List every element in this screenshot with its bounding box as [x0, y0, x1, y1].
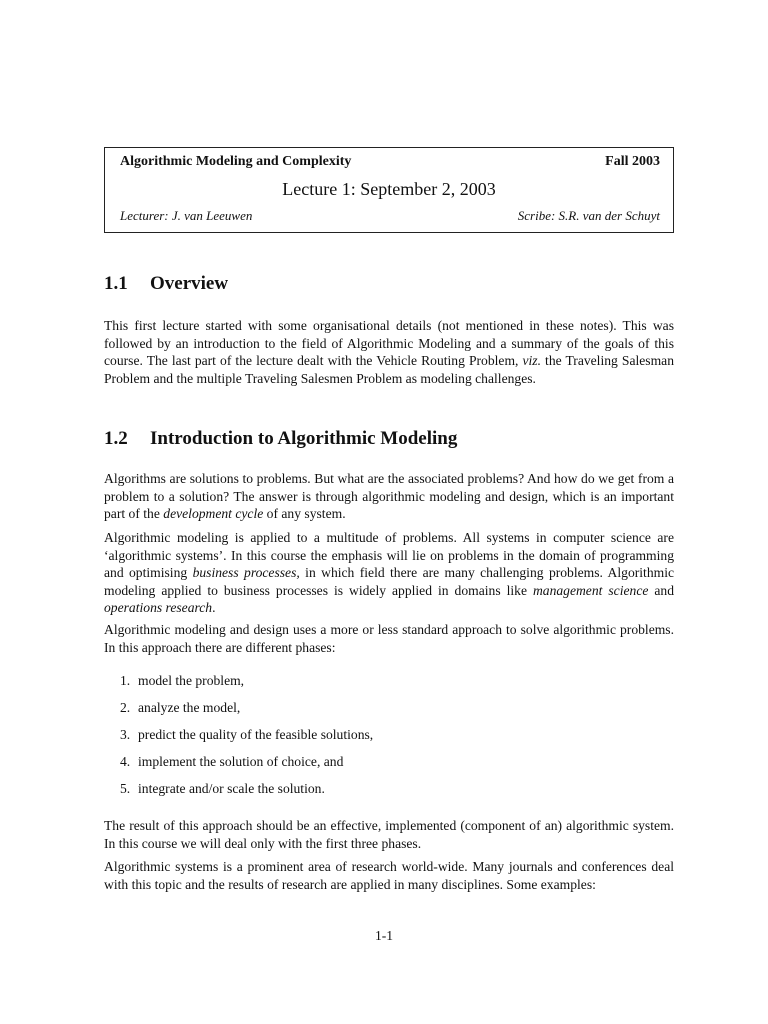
section-title-text: Overview [150, 273, 229, 294]
list-item: 1. model the problem, [120, 673, 245, 688]
list-item: 3. predict the quality of the feasible solutions, [120, 727, 374, 742]
intro-paragraph-1: Algorithms are solutions to problems. But what are the associated problems? And how do we get from a problem to a solution? The answer is through algorithmic modeling and design, which is an important part of the development cycle of any system. [104, 471, 674, 522]
course-title: Algorithmic Modeling and Complexity [120, 154, 352, 169]
list-item: 2. analyze the model, [120, 700, 241, 715]
overview-paragraph: This first lecture started with some organisational details (not mentioned in these notes). This was followed by an introduction to the field of Algorithmic Modeling and a summary of the goals of this course. The last part of the lecture dealt with the Vehicle Routing Problem, viz. the Traveling Salesman Problem and the multiple Traveling Salesmen Problem as modeling challenges. [104, 318, 674, 386]
intro-paragraph-3: Algorithmic modeling and design uses a more or less standard approach to solve algorithmic problems. In this approach there are different phases: [104, 622, 674, 655]
lecture-header-box [104, 147, 674, 233]
result-paragraph: The result of this approach should be an effective, implemented (component of an) algorithmic system. In this course we will deal only with the first three phases. [104, 818, 674, 851]
course-term: Fall 2003 [605, 154, 660, 169]
section-number: 1.1 [104, 273, 128, 294]
list-item: 5. integrate and/or scale the solution. [120, 781, 325, 796]
lecture-title: Lecture 1: September 2, 2003 [282, 179, 496, 199]
section-title-text: Introduction to Algorithmic Modeling [150, 428, 458, 449]
section-number: 1.2 [104, 428, 128, 449]
section-heading-introduction [104, 428, 457, 450]
lecturer-name: Lecturer: J. van Leeuwen [120, 208, 253, 223]
intro-paragraph-2: Algorithmic modeling is applied to a multitude of problems. All systems in computer science are ‘algorithmic systems’. In this course the emphasis will lie on problems in the domain of programming and optimising business processes, in which field there are many challenging problems. Algorithmic modeling applied to business processes is widely applied in domains like management science and operations research. [104, 530, 675, 616]
systems-paragraph: Algorithmic systems is a prominent area of research world-wide. Many journals and conferences deal with this topic and the results of research are applied in many disciplines. Some examples: [104, 859, 674, 892]
page-number: 1-1 [374, 928, 394, 943]
list-item: 4. implement the solution of choice, and [120, 754, 344, 769]
scribe-name: Scribe: S.R. van der Schuyt [517, 208, 660, 223]
section-heading-overview [104, 273, 228, 295]
